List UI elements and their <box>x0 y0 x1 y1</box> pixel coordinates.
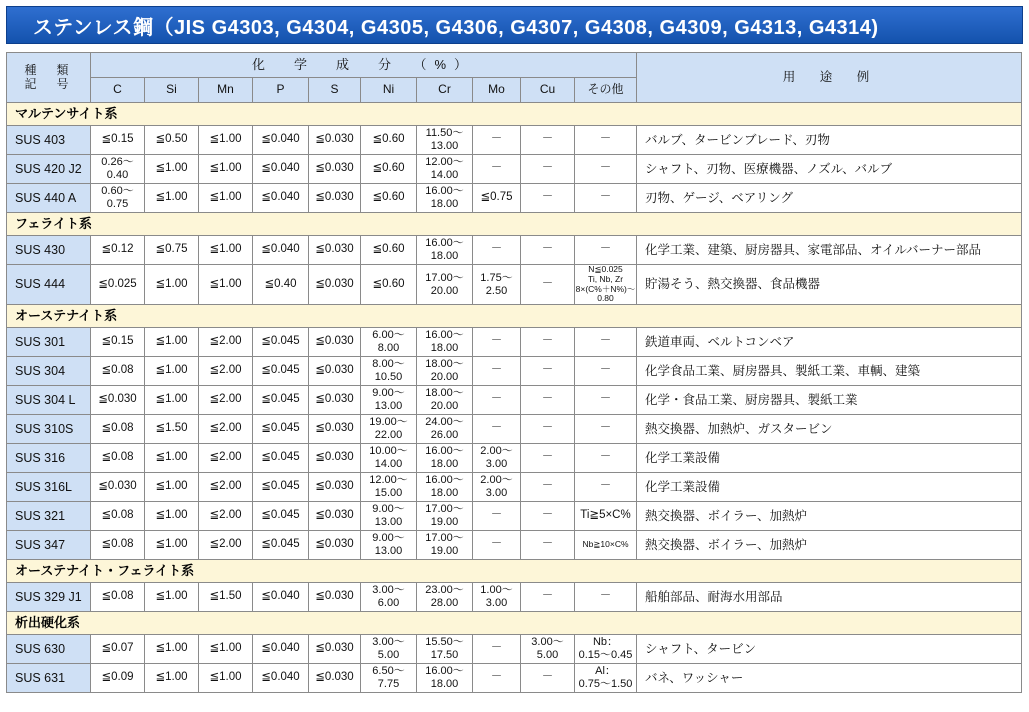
cell-other: Nb≧10×C% <box>575 531 637 560</box>
grade-cell: SUS 316L <box>7 473 91 502</box>
grade-cell: SUS 304 L <box>7 386 91 415</box>
cell-mo: 1.75～ 2.50 <box>473 265 521 305</box>
cell-cr: 17.00～ 19.00 <box>417 531 473 560</box>
table-header <box>7 53 1022 103</box>
cell-si: ≦0.75 <box>145 236 199 265</box>
header-element-mn: Mn <box>199 78 253 103</box>
cell-cr: 16.00～ 18.00 <box>417 473 473 502</box>
cell-mn: ≦1.00 <box>199 126 253 155</box>
cell-ni: 10.00～ 14.00 <box>361 444 417 473</box>
use-cell: シャフト、タービン <box>637 635 1022 664</box>
page-title-bar <box>6 6 1023 44</box>
cell-other: － <box>575 473 637 502</box>
group-header-row <box>7 213 1022 236</box>
group-header-row <box>7 305 1022 328</box>
cell-cr: 18.00～ 20.00 <box>417 386 473 415</box>
cell-si: ≦1.00 <box>145 386 199 415</box>
cell-ni: ≦0.60 <box>361 265 417 305</box>
cell-si: ≦1.00 <box>145 473 199 502</box>
cell-mn: ≦2.00 <box>199 357 253 386</box>
cell-p: ≦0.040 <box>253 664 309 693</box>
table-row <box>7 583 1022 612</box>
grade-cell: SUS 403 <box>7 126 91 155</box>
header-kind-line1: 種 類 <box>24 62 73 77</box>
cell-cu: － <box>521 357 575 386</box>
group-header-label: オーステナイト系 <box>7 305 1022 328</box>
cell-other: － <box>575 444 637 473</box>
cell-mo: － <box>473 415 521 444</box>
table-row <box>7 386 1022 415</box>
cell-ni: 12.00～ 15.00 <box>361 473 417 502</box>
cell-other: － <box>575 236 637 265</box>
use-cell: バルブ、タービンブレード、刃物 <box>637 126 1022 155</box>
cell-other: Nb： 0.15～0.45 <box>575 635 637 664</box>
cell-c: ≦0.12 <box>91 236 145 265</box>
cell-other: Al： 0.75～1.50 <box>575 664 637 693</box>
cell-ni: 9.00～ 13.00 <box>361 386 417 415</box>
use-cell: 化学工業設備 <box>637 444 1022 473</box>
cell-cr: 23.00～ 28.00 <box>417 583 473 612</box>
cell-p: ≦0.040 <box>253 126 309 155</box>
cell-cu: － <box>521 664 575 693</box>
cell-mo: － <box>473 386 521 415</box>
cell-cu: － <box>521 473 575 502</box>
use-cell: 化学工業設備 <box>637 473 1022 502</box>
cell-p: ≦0.045 <box>253 415 309 444</box>
cell-mo: － <box>473 357 521 386</box>
grade-cell: SUS 316 <box>7 444 91 473</box>
use-cell: 鉄道車両、ベルトコンベア <box>637 328 1022 357</box>
use-cell: 熱交換器、加熱炉、ガスタービン <box>637 415 1022 444</box>
group-header-row <box>7 560 1022 583</box>
stainless-steel-spec-page <box>0 6 1029 712</box>
table-row <box>7 184 1022 213</box>
cell-c: ≦0.15 <box>91 126 145 155</box>
header-use: 用 途 例 <box>637 53 1022 103</box>
use-cell: 刃物、ゲージ、ベアリング <box>637 184 1022 213</box>
cell-si: ≦1.00 <box>145 357 199 386</box>
cell-si: ≦1.00 <box>145 155 199 184</box>
cell-cr: 12.00～ 14.00 <box>417 155 473 184</box>
cell-s: ≦0.030 <box>309 184 361 213</box>
group-header-row <box>7 103 1022 126</box>
table-row <box>7 444 1022 473</box>
cell-mn: ≦2.00 <box>199 502 253 531</box>
stainless-steel-table <box>6 52 1022 693</box>
cell-other: － <box>575 126 637 155</box>
cell-si: ≦1.00 <box>145 664 199 693</box>
cell-other: － <box>575 357 637 386</box>
use-cell: 化学・食品工業、厨房器具、製紙工業 <box>637 386 1022 415</box>
grade-cell: SUS 630 <box>7 635 91 664</box>
header-element-other: その他 <box>575 78 637 103</box>
cell-cu: － <box>521 126 575 155</box>
page-title: ステンレス鋼（JIS G4303, G4304, G4305, G4306, G4307, G4308, G4309, G4313, G4314) <box>33 16 879 39</box>
cell-p: ≦0.045 <box>253 357 309 386</box>
cell-c: 0.60～ 0.75 <box>91 184 145 213</box>
use-cell: シャフト、刃物、医療機器、ノズル、バルブ <box>637 155 1022 184</box>
cell-cr: 16.00～ 18.00 <box>417 236 473 265</box>
cell-mn: ≦1.00 <box>199 155 253 184</box>
cell-mo: － <box>473 236 521 265</box>
table-row <box>7 328 1022 357</box>
use-cell: 化学食品工業、厨房器具、製紙工業、車輌、建築 <box>637 357 1022 386</box>
cell-c: ≦0.15 <box>91 328 145 357</box>
group-header-label: フェライト系 <box>7 213 1022 236</box>
cell-ni: 8.00～ 10.50 <box>361 357 417 386</box>
cell-cr: 11.50～ 13.00 <box>417 126 473 155</box>
cell-mo: － <box>473 635 521 664</box>
cell-cu: － <box>521 386 575 415</box>
cell-mn: ≦2.00 <box>199 531 253 560</box>
cell-ni: 19.00～ 22.00 <box>361 415 417 444</box>
cell-s: ≦0.030 <box>309 126 361 155</box>
cell-s: ≦0.030 <box>309 444 361 473</box>
grade-cell: SUS 420 J2 <box>7 155 91 184</box>
cell-s: ≦0.030 <box>309 635 361 664</box>
cell-si: ≦1.00 <box>145 635 199 664</box>
group-header-row <box>7 612 1022 635</box>
cell-mn: ≦2.00 <box>199 415 253 444</box>
cell-c: ≦0.025 <box>91 265 145 305</box>
cell-si: ≦1.00 <box>145 531 199 560</box>
cell-s: ≦0.030 <box>309 155 361 184</box>
cell-mn: ≦2.00 <box>199 386 253 415</box>
group-header-label: 析出硬化系 <box>7 612 1022 635</box>
grade-cell: SUS 444 <box>7 265 91 305</box>
cell-c: ≦0.030 <box>91 473 145 502</box>
header-kind <box>7 53 91 103</box>
cell-c: ≦0.08 <box>91 444 145 473</box>
cell-mn: ≦1.00 <box>199 184 253 213</box>
cell-cu: － <box>521 444 575 473</box>
cell-s: ≦0.030 <box>309 583 361 612</box>
cell-mo: － <box>473 531 521 560</box>
use-cell: バネ、ワッシャー <box>637 664 1022 693</box>
cell-other: N≦0.025 Ti, Nb, Zr 8×(C%＋N%)～0.80 <box>575 264 636 304</box>
grade-cell: SUS 321 <box>7 502 91 531</box>
table-row <box>7 502 1022 531</box>
header-element-cu: Cu <box>521 78 575 103</box>
cell-s: ≦0.030 <box>309 531 361 560</box>
cell-si: ≦1.00 <box>145 328 199 357</box>
cell-mn: ≦1.00 <box>199 635 253 664</box>
cell-mo: ≦0.75 <box>473 184 521 213</box>
grade-cell: SUS 347 <box>7 531 91 560</box>
header-chemical: 化 学 成 分 （%） <box>91 53 637 78</box>
cell-p: ≦0.040 <box>253 236 309 265</box>
header-element-cr: Cr <box>417 78 473 103</box>
cell-p: ≦0.040 <box>253 184 309 213</box>
table-row <box>7 531 1022 560</box>
grade-cell: SUS 329 J1 <box>7 583 91 612</box>
cell-c: ≦0.07 <box>91 635 145 664</box>
table-row <box>7 664 1022 693</box>
cell-cr: 16.00～ 18.00 <box>417 444 473 473</box>
table-row <box>7 635 1022 664</box>
cell-cu: － <box>521 583 575 612</box>
cell-mo: － <box>473 664 521 693</box>
cell-s: ≦0.030 <box>309 236 361 265</box>
cell-mo: － <box>473 328 521 357</box>
cell-si: ≦0.50 <box>145 126 199 155</box>
cell-ni: ≦0.60 <box>361 184 417 213</box>
cell-ni: 3.00～ 6.00 <box>361 583 417 612</box>
cell-si: ≦1.50 <box>145 415 199 444</box>
grade-cell: SUS 301 <box>7 328 91 357</box>
cell-si: ≦1.00 <box>145 444 199 473</box>
cell-ni: 3.00～ 5.00 <box>361 635 417 664</box>
cell-cr: 17.00～ 20.00 <box>417 265 473 305</box>
cell-si: ≦1.00 <box>145 184 199 213</box>
cell-cu: － <box>521 155 575 184</box>
cell-other: － <box>575 415 637 444</box>
table-row <box>7 265 1022 305</box>
cell-cu: － <box>521 502 575 531</box>
use-cell: 船舶部品、耐海水用部品 <box>637 583 1022 612</box>
table-row <box>7 155 1022 184</box>
cell-other: － <box>575 583 637 612</box>
header-element-si: Si <box>145 78 199 103</box>
cell-ni: 6.00～ 8.00 <box>361 328 417 357</box>
cell-c: ≦0.030 <box>91 386 145 415</box>
cell-cu: － <box>521 184 575 213</box>
header-kind-line2: 記 号 <box>24 76 73 91</box>
cell-mn: ≦1.50 <box>199 583 253 612</box>
cell-s: ≦0.030 <box>309 502 361 531</box>
cell-p: ≦0.040 <box>253 635 309 664</box>
cell-p: ≦0.045 <box>253 473 309 502</box>
group-header-label: オーステナイト・フェライト系 <box>7 560 1022 583</box>
cell-mn: ≦2.00 <box>199 473 253 502</box>
cell-mo: 1.00～ 3.00 <box>473 583 521 612</box>
cell-si: ≦1.00 <box>145 502 199 531</box>
cell-s: ≦0.030 <box>309 415 361 444</box>
use-cell: 貯湯そう、熱交換器、食品機器 <box>637 265 1022 305</box>
cell-cu: 3.00～ 5.00 <box>521 635 575 664</box>
grade-cell: SUS 440 A <box>7 184 91 213</box>
cell-si: ≦1.00 <box>145 265 199 305</box>
cell-c: ≦0.08 <box>91 531 145 560</box>
cell-p: ≦0.045 <box>253 502 309 531</box>
cell-cr: 16.00～ 18.00 <box>417 328 473 357</box>
cell-ni: 9.00～ 13.00 <box>361 502 417 531</box>
group-header-label: マルテンサイト系 <box>7 103 1022 126</box>
cell-c: ≦0.08 <box>91 502 145 531</box>
cell-cu: － <box>521 415 575 444</box>
cell-mo: － <box>473 502 521 531</box>
use-cell: 化学工業、建築、厨房器具、家電部品、オイルバーナー部品 <box>637 236 1022 265</box>
header-element-s: S <box>309 78 361 103</box>
cell-c: 0.26～ 0.40 <box>91 155 145 184</box>
cell-mo: 2.00～ 3.00 <box>473 473 521 502</box>
table-body <box>7 103 1022 693</box>
cell-p: ≦0.40 <box>253 265 309 305</box>
cell-cr: 24.00～ 26.00 <box>417 415 473 444</box>
cell-c: ≦0.08 <box>91 415 145 444</box>
cell-s: ≦0.030 <box>309 357 361 386</box>
cell-s: ≦0.030 <box>309 664 361 693</box>
cell-p: ≦0.045 <box>253 444 309 473</box>
grade-cell: SUS 631 <box>7 664 91 693</box>
grade-cell: SUS 430 <box>7 236 91 265</box>
cell-c: ≦0.09 <box>91 664 145 693</box>
cell-cr: 16.00～ 18.00 <box>417 664 473 693</box>
cell-other: － <box>575 155 637 184</box>
table-row <box>7 236 1022 265</box>
cell-ni: 6.50～ 7.75 <box>361 664 417 693</box>
cell-other: － <box>575 184 637 213</box>
table-row <box>7 473 1022 502</box>
cell-cr: 16.00～ 18.00 <box>417 184 473 213</box>
cell-p: ≦0.045 <box>253 328 309 357</box>
cell-mo: － <box>473 155 521 184</box>
cell-ni: ≦0.60 <box>361 236 417 265</box>
cell-mn: ≦1.00 <box>199 265 253 305</box>
grade-cell: SUS 304 <box>7 357 91 386</box>
table-row <box>7 126 1022 155</box>
grade-cell: SUS 310S <box>7 415 91 444</box>
cell-mn: ≦1.00 <box>199 664 253 693</box>
cell-other: － <box>575 328 637 357</box>
cell-cr: 18.00～ 20.00 <box>417 357 473 386</box>
cell-mo: － <box>473 126 521 155</box>
cell-ni: ≦0.60 <box>361 155 417 184</box>
cell-mn: ≦2.00 <box>199 444 253 473</box>
cell-p: ≦0.040 <box>253 155 309 184</box>
cell-ni: ≦0.60 <box>361 126 417 155</box>
cell-c: ≦0.08 <box>91 583 145 612</box>
cell-mo: 2.00～ 3.00 <box>473 444 521 473</box>
cell-cr: 15.50～ 17.50 <box>417 635 473 664</box>
cell-cu: － <box>521 236 575 265</box>
cell-c: ≦0.08 <box>91 357 145 386</box>
cell-p: ≦0.040 <box>253 583 309 612</box>
cell-mn: ≦1.00 <box>199 236 253 265</box>
header-element-p: P <box>253 78 309 103</box>
cell-s: ≦0.030 <box>309 265 361 305</box>
cell-si: ≦1.00 <box>145 583 199 612</box>
cell-mn: ≦2.00 <box>199 328 253 357</box>
table-row <box>7 357 1022 386</box>
cell-s: ≦0.030 <box>309 473 361 502</box>
header-element-c: C <box>91 78 145 103</box>
cell-ni: 9.00～ 13.00 <box>361 531 417 560</box>
cell-cu: － <box>521 265 575 305</box>
cell-s: ≦0.030 <box>309 328 361 357</box>
cell-other: Ti≧5×C% <box>575 502 637 531</box>
cell-s: ≦0.030 <box>309 386 361 415</box>
cell-cu: － <box>521 328 575 357</box>
use-cell: 熱交換器、ボイラー、加熱炉 <box>637 531 1022 560</box>
header-element-mo: Mo <box>473 78 521 103</box>
cell-p: ≦0.045 <box>253 531 309 560</box>
cell-other: － <box>575 386 637 415</box>
use-cell: 熱交換器、ボイラー、加熱炉 <box>637 502 1022 531</box>
cell-cu: － <box>521 531 575 560</box>
cell-cr: 17.00～ 19.00 <box>417 502 473 531</box>
table-row <box>7 415 1022 444</box>
cell-p: ≦0.045 <box>253 386 309 415</box>
header-element-ni: Ni <box>361 78 417 103</box>
